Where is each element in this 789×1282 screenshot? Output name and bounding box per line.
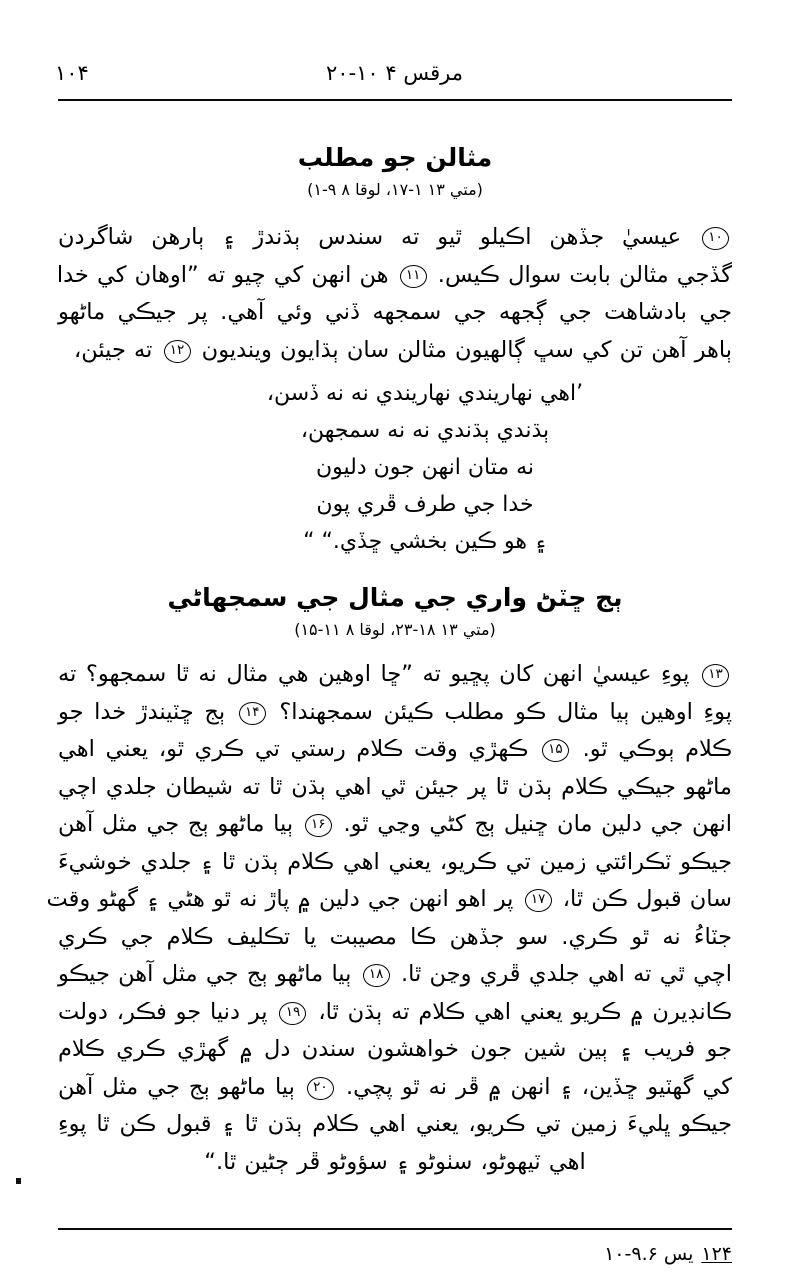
verse-line: ’اهي نهاريندي نهاريندي نه نه ڏسن، bbox=[266, 381, 584, 406]
paragraph-1 bbox=[58, 207, 732, 369]
text-line: اهي ٽيهوڻو، سٺوڻو ۽ سؤوڻو ڦر ڄڻين ٿا.“ bbox=[204, 1148, 586, 1175]
text-line: سان قبول ڪن ٿا، ۱۷ پر اهو انهن جي دلين ۾ پاڙ نه ٿو هڻي ۽ گهڻو وقت bbox=[46, 886, 732, 912]
text-line: ۱۰ عيسيٰ جڏهن اڪيلو ٿيو ته سندس ٻڌندڙ ۽ ٻارهن شاگردن bbox=[58, 219, 732, 257]
paragraph-2 bbox=[46, 647, 733, 1181]
text-line: جي بادشاهت جي ڳجهه جي سمجهه ڏني وئي آهي. پر جيڪي ماڻهو bbox=[58, 299, 732, 325]
text-line: جو فريب ۽ ٻين شين جون خواهشون سندن دل ۾ گهڙي ڪري ڪلام bbox=[58, 1036, 732, 1062]
text-line: کي گهٽيو ڇڏين، ۽ انهن ۾ ڦر نه ٿو پچي. ۲۰ ٻيا ماڻهو ٻج جي مثل آهن bbox=[58, 1073, 732, 1100]
text-line: پوءِ اوهين ٻيا مثال ڪو مطلب ڪيئن سمجهندا؟ ۱۴ ٻج ڇٽيندڙ خدا جو bbox=[58, 698, 733, 725]
section-title-1: مثالن جو مطلب bbox=[297, 143, 493, 172]
text-column bbox=[46, 128, 733, 1183]
text-line: جيڪو ڀليءَ زمين تي ڪريو، يعني اهي ڪلام ٻڌن ٿا ۽ قبول ڪن ٿا پوءِ bbox=[58, 1111, 732, 1137]
text-line: اچي ٿي ته اهي جلدي ڦري وڃن ٿا. ۱۸ ٻيا ماڻهو ٻج جي مثل آهن جيڪو bbox=[58, 961, 732, 987]
text-line: جيڪو ٽڪرائتي زمين تي ڪريو، يعني اهي ڪلام ٻڌن ٿا ۽ جلدي خوشيءَ bbox=[58, 848, 732, 875]
running-head-title: مرقس ۴ ۱۰-۲۰ bbox=[326, 61, 463, 85]
scan-artifact-speck bbox=[16, 1178, 21, 1184]
text-line: ڪانڊيرن ۾ ڪريو يعني اهي ڪلام ته ٻڌن ٿا، ۱۹ پر دنيا جو فڪر، دولت bbox=[58, 998, 732, 1025]
footnote bbox=[58, 1240, 732, 1268]
page-number: ۱۰۴ bbox=[55, 61, 89, 85]
text-line: ڪلام ٻوڪي ٿو. ۱۵ ڪهڙي وقت ڪلام رستي تي ڪري ٿو، يعني اهي bbox=[58, 736, 732, 762]
footer-rule bbox=[58, 1228, 732, 1230]
running-head bbox=[55, 58, 734, 92]
section-title-2: ٻج ڇٽڻ واري جي مثال جي سمجهاڻي bbox=[167, 583, 623, 612]
text-line: ماڻهو جيڪي ڪلام ٻڌن ٿا پر جيئن ٿي اهي ٻڌن ٿا ته شيطان جلدي اچي bbox=[58, 773, 732, 800]
section-parables-meaning bbox=[58, 128, 732, 560]
text-line: جٽاءُ نه ٿو ڪري. سو جڏهن ڪا مصيبت يا تڪليف ڪلام جي ڪري bbox=[58, 923, 732, 950]
text-line: ٻاهر آهن تن کي سڀ ڳالهيون مثالن سان ٻڌايون وينديون ۱۲ ته جيئن، bbox=[74, 336, 732, 363]
section-reference-2: (متي ۱۳ ۱۸-۲۳، لوقا ۸ ۱۱-۱۵) bbox=[294, 620, 496, 639]
footnote-reference: يس ۹.۶-۱۰ bbox=[604, 1243, 694, 1265]
header-rule bbox=[58, 99, 732, 101]
text-line: گڏجي مثالن بابت سوال ڪيس. ۱۱ هن انهن کي چيو ته ”اوهان کي خدا bbox=[56, 261, 732, 288]
section-reference-1: (متي ۱۳ ۱-۱۷، لوقا ۸ ۹-۱) bbox=[307, 180, 483, 199]
text-line: ۱۳ پوءِ عيسيٰ انهن کان پڇيو ته ”ڇا اوهين هي مثال نه ٿا سمجهو؟ ته bbox=[58, 656, 732, 694]
verse-line: خدا جي طرف ڦري پون bbox=[316, 492, 534, 517]
verse-line: ۽ هو ڪين بخشي ڇڏي.“ “ bbox=[303, 529, 547, 554]
verse-line: نه متان انهن جون دليون bbox=[315, 455, 535, 480]
verse-line: ٻڌندي ٻڌندي نه نه سمجهن، bbox=[300, 418, 550, 443]
section-sower-explanation bbox=[46, 562, 733, 1181]
quotation-verse-block bbox=[58, 375, 732, 560]
footnote-number: ۱۲۴ bbox=[701, 1243, 732, 1265]
text-line: انهن جي دلين مان ڇنيل ٻج کڻي وڃي ٿو. ۱۶ ٻيا ماڻهو ٻج جي مثل آهن bbox=[58, 811, 733, 837]
